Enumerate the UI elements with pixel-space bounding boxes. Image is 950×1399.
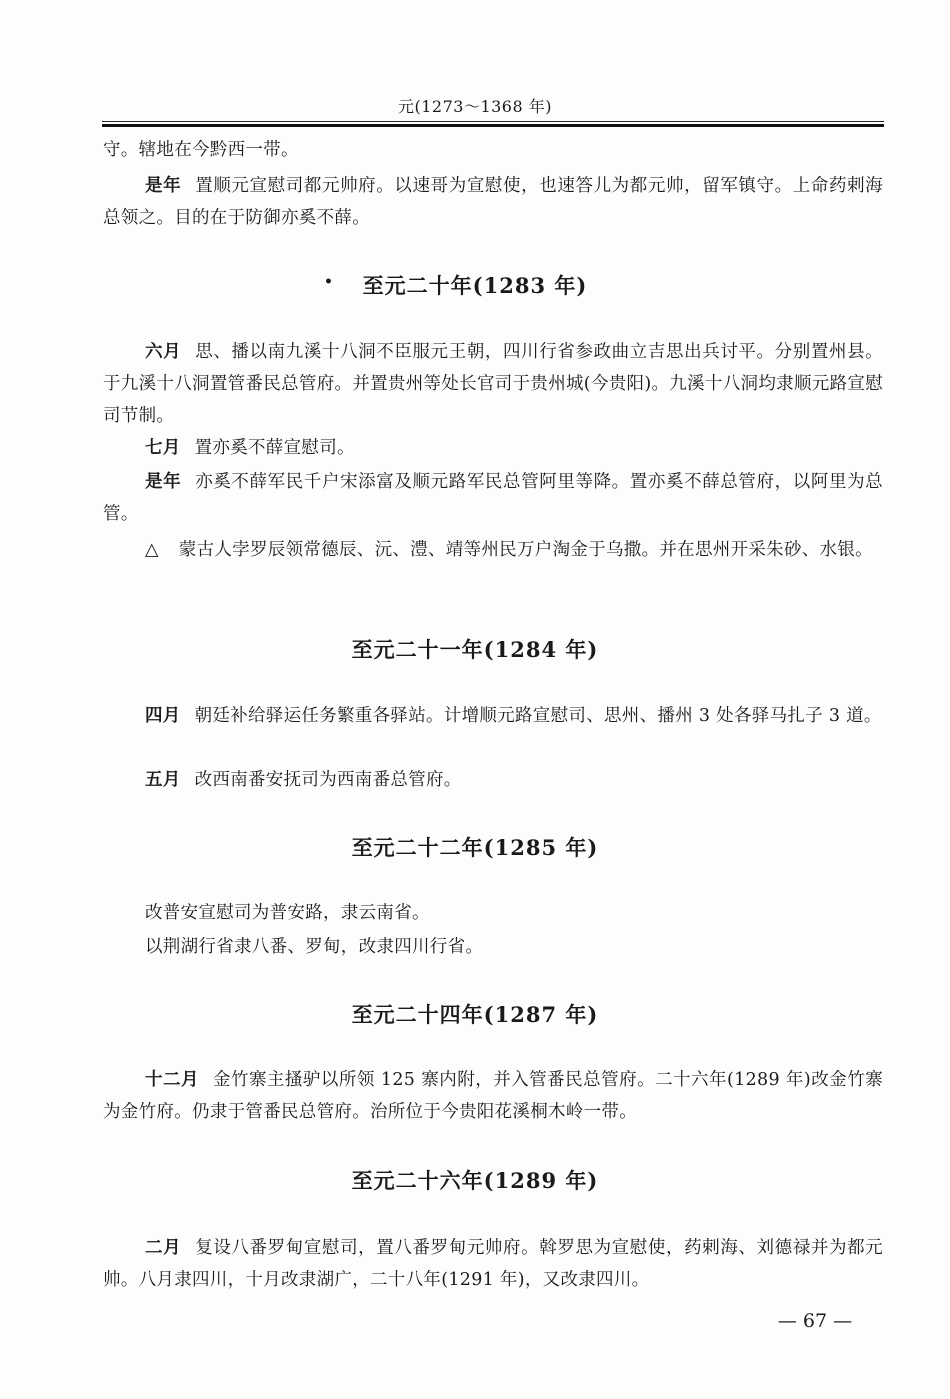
entry-text: 置亦奚不薛宣慰司。: [194, 438, 355, 458]
entry-paragraph: [103, 534, 883, 566]
entry-text: 思、播以南九溪十八洞不臣服元王朝，四川行省参政曲立吉思出兵讨平。分别置州县。于九溪十八洞置管番民总管府。并置贵州等处长官司于贵州城(今贵阳)。九溪十八洞均隶顺元路宣慰司节制。: [103, 342, 883, 426]
entry-text: 置顺元宣慰司都元帅府。以速哥为宣慰使，也速答儿为都元帅，留军镇守。上命药剌海总领之。目的在于防御亦奚不薛。: [103, 176, 883, 228]
entry-paragraph: [103, 336, 883, 432]
entry-text: 改西南番安抚司为西南番总管府。: [194, 770, 462, 790]
entry-date-label: 四月: [145, 706, 181, 726]
entry-paragraph: [103, 432, 883, 464]
entry-text: 金竹寨主搔驴以所领 125 寨内附，并入管番民总管府。二十六年(1289 年)改金竹寨为金竹府。仍隶于管番民总管府。治所位于今贵阳花溪桐木岭一带。: [103, 1070, 883, 1122]
section-heading: • 至元二十年(1283 年): [324, 273, 588, 298]
entry-paragraph: [103, 1232, 883, 1296]
continuation-paragraph: 守。辖地在今黔西一带。: [103, 140, 299, 160]
entry-text: 复设八番罗甸宣慰司，置八番罗甸元帅府。斡罗思为宣慰使，药剌海、刘德禄并为都元帅。八月隶四川，十月改隶湖广，二十八年(1291 年)，又改隶四川。: [103, 1238, 883, 1290]
entry-date-label: 二月: [145, 1238, 182, 1258]
section-heading: 至元二十四年(1287 年): [351, 1002, 599, 1027]
entry-paragraph: [103, 170, 883, 234]
entry-date-label: 五月: [145, 770, 181, 790]
entry-paragraph: [103, 700, 883, 732]
triangle-marker-icon: △: [145, 540, 159, 560]
entry-text: 蒙古人孛罗辰领常德辰、沅、澧、靖等州民万户淘金于乌撒。并在思州开采朱砂、水银。: [178, 540, 873, 560]
section-heading: 至元二十六年(1289 年): [351, 1168, 599, 1193]
entry-text: 朝廷补给驿运任务繁重各驿站。计增顺元路宣慰司、思州、播州 3 处各驿马扎子 3 道。: [194, 706, 882, 726]
entry-paragraph: 改普安宣慰司为普安路，隶云南省。: [145, 903, 430, 923]
running-header: 元(1273～1368 年): [397, 97, 552, 116]
entry-date-label: 十二月: [145, 1070, 199, 1090]
entry-date-label: 是年: [145, 472, 182, 492]
header-rule-thick: [102, 124, 884, 127]
entry-paragraph: [103, 466, 883, 530]
entry-date-label: 六月: [145, 342, 182, 362]
header-rule-thin: [102, 121, 884, 122]
entry-paragraph: [103, 1064, 883, 1128]
entry-date-label: 是年: [145, 176, 182, 196]
section-heading: 至元二十二年(1285 年): [351, 835, 599, 860]
entry-paragraph: 以荆湖行省隶八番、罗甸，改隶四川行省。: [145, 937, 484, 957]
entry-paragraph: [103, 764, 883, 796]
page-number: — 67 —: [777, 1310, 853, 1332]
entry-text: 亦奚不薛军民千户宋添富及顺元路军民总管阿里等降。置亦奚不薛总管府，以阿里为总管。: [103, 472, 883, 524]
section-heading: 至元二十一年(1284 年): [351, 637, 599, 662]
entry-date-label: 七月: [145, 438, 181, 458]
